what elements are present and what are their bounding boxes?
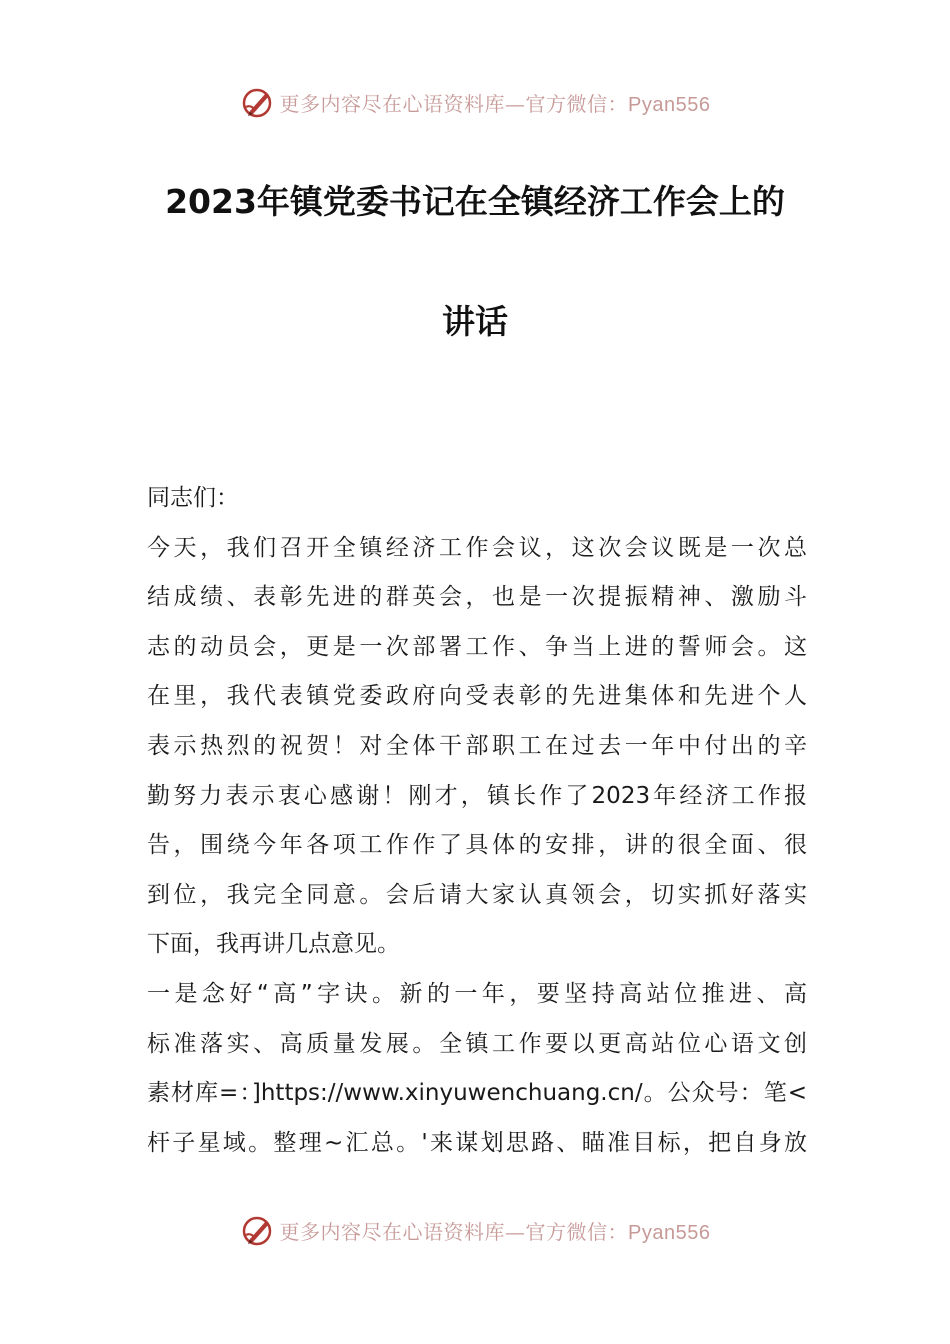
text-line: 结成绩、表彰先进的群英会，也是一次提振精神、激励斗: [147, 584, 807, 611]
text-line: 下面，我再讲几点意见。: [147, 931, 400, 958]
banner-slogan: 更多内容尽在心语资料库—官方微信：: [279, 1219, 629, 1244]
text-line: 今天，我们召开全镇经济工作会议，这次会议既是一次总: [147, 534, 807, 561]
page-title-line2: 讲话: [442, 302, 508, 341]
footer-banner: [0, 1210, 950, 1250]
pen-logo-icon: [240, 84, 276, 120]
page-title: 2023年镇党委书记在全镇经济工作会上的: [165, 182, 785, 221]
text-line: 素材库=：]https://www.xinyuwenchuang.cn/。公众号：笔<: [147, 1080, 807, 1107]
banner-wechat-id: Pyan556: [628, 93, 711, 116]
pen-logo-icon: [240, 1212, 276, 1248]
text-line: 勤努力表示衷心感谢！刚才，镇长作了2023年经济工作报: [147, 782, 807, 809]
banner-text: [280, 1216, 711, 1245]
text-line: 志的动员会，更是一次部署工作、争当上进的誓师会。这: [147, 633, 807, 660]
text-line: 告，围绕今年各项工作作了具体的安排，讲的很全面、很: [147, 832, 807, 859]
banner-slogan: 更多内容尽在心语资料库—官方微信：: [279, 91, 629, 116]
text-line: 在里，我代表镇党委政府向受表彰的先进集体和先进个人: [147, 683, 807, 710]
text-line: 表示热烈的祝贺！对全体干部职工在过去一年中付出的辛: [147, 732, 807, 759]
text-line: 标准落实、高质量发展。全镇工作要以更高站位心语文创: [147, 1030, 807, 1057]
text-line: 到位，我完全同意。会后请大家认真领会，切实抓好落实: [147, 881, 807, 908]
banner-wechat-id: Pyan556: [628, 1221, 711, 1244]
text-line: 一是念好“高”字诀。新的一年，要坚持高站位推进、高: [147, 980, 807, 1007]
banner-text: [280, 88, 711, 117]
document-body: [147, 474, 807, 1168]
header-banner: [0, 82, 950, 122]
text-line: 同志们：: [147, 485, 239, 511]
text-line: 杆子星域。整理~汇总。'来谋划思路、瞄准目标，把自身放: [147, 1129, 807, 1156]
